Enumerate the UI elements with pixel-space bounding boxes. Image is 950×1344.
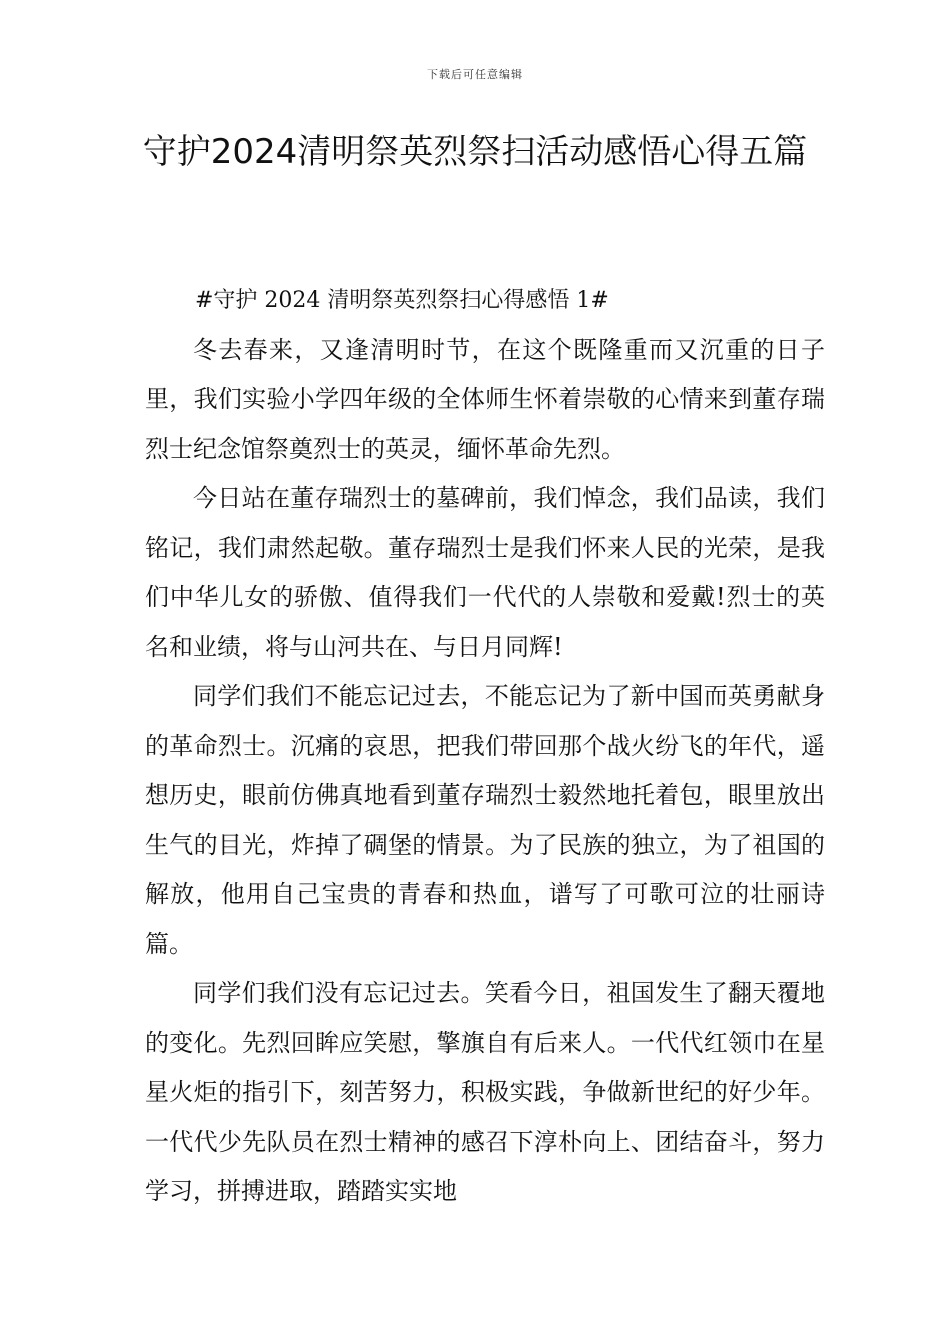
section-heading: #守护 2024 清明祭英烈祭扫心得感悟 1# [195, 288, 609, 313]
paragraph-2: 今日站在董存瑞烈士的墓碑前，我们悼念，我们品读，我们铭记，我们肃然起敬。董存瑞烈士是我们怀来人民的光荣，是我们中华儿女的骄傲、值得我们一代代的人崇敬和爱戴!烈士的英名和业绩，将与山河共在、与日月同辉! [145, 484, 825, 661]
header-note: 下载后可任意编辑 [427, 68, 523, 81]
paragraph-4: 同学们我们没有忘记过去。笑看今日，祖国发生了翻天覆地的变化。先烈回眸应笑慰，擎旗自有后来人。一代代红领巾在星星火炬的指引下，刻苦努力，积极实践，争做新世纪的好少年。一代代少先队员在烈士精神的感召下淳朴向上、团结奋斗，努力学习，拼搏进取，踏踏实实地 [145, 979, 825, 1205]
paragraph-1: 冬去春来，又逢清明时节，在这个既隆重而又沉重的日子里，我们实验小学四年级的全体师生怀着崇敬的心情来到董存瑞烈士纪念馆祭奠烈士的英灵，缅怀革命先烈。 [145, 335, 825, 463]
paragraph-3: 同学们我们不能忘记过去，不能忘记为了新中国而英勇献身的革命烈士。沉痛的哀思，把我们带回那个战火纷飞的年代，遥想历史，眼前仿佛真地看到董存瑞烈士毅然地托着包，眼里放出生气的目光，炸掉了碉堡的情景。为了民族的独立，为了祖国的解放，他用自己宝贵的青春和热血，谱写了可歌可泣的壮丽诗篇。 [145, 682, 825, 958]
document-body [145, 276, 825, 1217]
document-title: 守护2024清明祭英烈祭扫活动感悟心得五篇 [142, 132, 808, 172]
